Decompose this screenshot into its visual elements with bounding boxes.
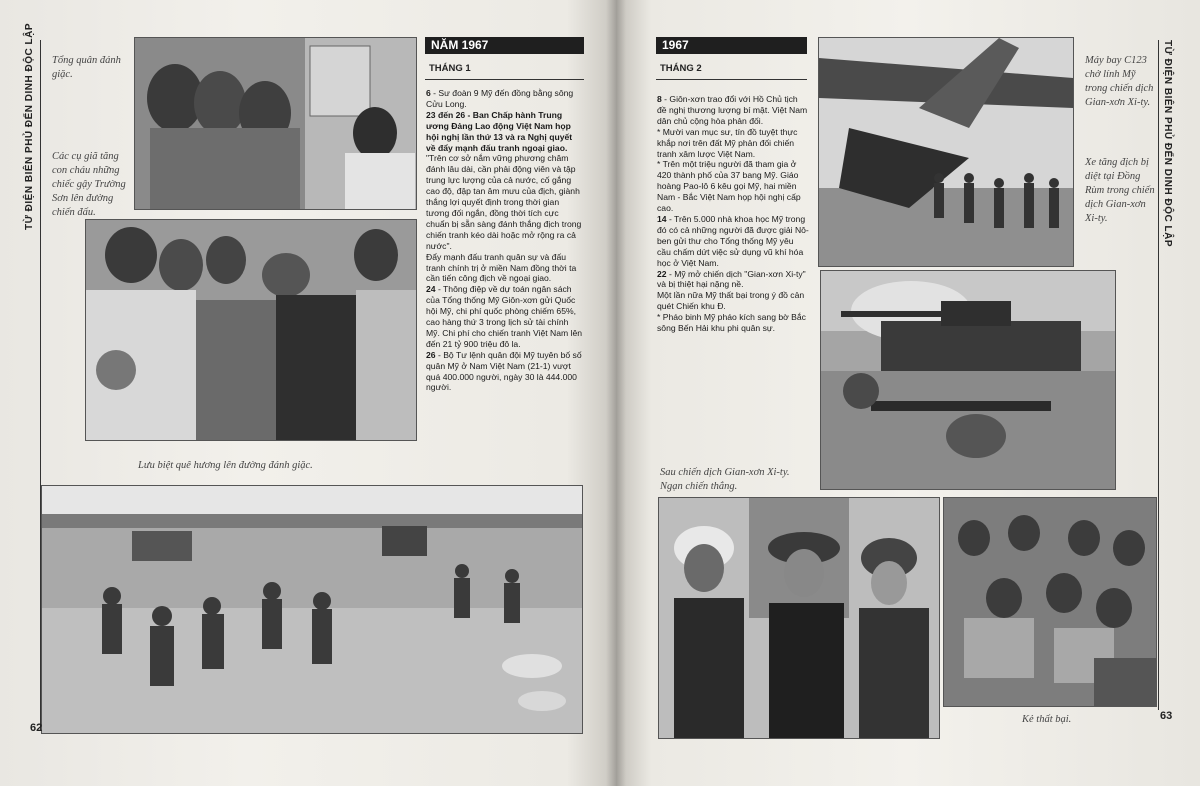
caption-top-right: Máy bay C123 chở lính Mỹ trong chiến dịch Gian-xơn Xi-ty. xyxy=(1085,55,1154,108)
entry: 6 - Sư đoàn 9 Mỹ đến đồng bằng sông Cửu Long. xyxy=(426,88,574,109)
photo-field-march xyxy=(41,485,583,734)
photo-c123-aircraft xyxy=(818,37,1074,267)
year-header-left: NĂM 1967 xyxy=(425,37,584,54)
book-gutter xyxy=(606,0,626,786)
caption-middle-left: Các cụ giã tăng con cháu những chiếc gậy Trường Sơn lên đường chiến đấu. xyxy=(52,151,126,218)
photo-destroyed-tank xyxy=(820,270,1116,490)
entry: * Mười van mục sư, tín đồ tuyệt thực khắp nơi trên đất Mỹ phản đối chiến tranh xâm lược Việt Nam. xyxy=(657,126,798,159)
photo-soldiers-portrait xyxy=(134,37,417,210)
entry: 24 - Thông điệp về dự toán ngân sách của Tổng thống Mỹ Giôn-xơn gửi Quốc hội Mỹ, chi phí quốc phòng chiếm 65%, cao hàng thứ 3 trong lịch sử tài chính Mỹ. Chi phí cho chiến tranh Việt Nam lên đến 21 tỷ 900 triệu đô la. xyxy=(426,284,583,349)
entries-right xyxy=(657,94,809,334)
caption-bottom-right-left: Sau chiến dịch Gian-xơn Xi-ty. Ngạn chiến thắng. xyxy=(660,467,790,492)
entries-left xyxy=(426,88,584,393)
page-number-right: 63 xyxy=(1160,710,1173,722)
year-header-right: 1967 xyxy=(656,37,807,54)
entry: 14 - Trên 5.000 nhà khoa học Mỹ trong đó có cả những người đã được giải Nô-ben gửi thư cho Tổng thống Mỹ yêu cầu chấm dứt việc sử dụng vũ khí hóa học ở Việt Nam. xyxy=(657,213,809,268)
month-label-left: THÁNG 1 xyxy=(425,60,584,80)
caption-bottom-left: Lưu biệt quê hương lên đường đánh giặc. xyxy=(138,460,313,471)
running-title-right: TỪ ĐIỆN BIÊN PHỦ ĐẾN DINH ĐỘC LẬP xyxy=(1162,40,1173,248)
caption-top-left: Tổng quân đánh giặc. xyxy=(52,55,121,80)
page-number-left: 62 xyxy=(30,722,43,734)
entry: 8 - Giôn-xơn trao đổi với Hồ Chủ tịch đề nghị thương lượng bí mật. Việt Nam dân chủ cộng hòa phản đối. xyxy=(657,94,808,126)
entry: Đẩy mạnh đấu tranh quân sự và đấu tranh chính trị ở miền Nam đồng thời ta cần tiến công địch về ngoại giao. xyxy=(426,251,577,284)
caption-middle-right: Xe tăng địch bị diệt tại Đồng Rùm trong chiến dịch Gian-xơn Xi-ty. xyxy=(1085,157,1155,224)
entry: * Pháo binh Mỹ pháo kích sang bờ Bắc sông Bến Hải khu phi quân sự. xyxy=(657,312,806,334)
entry: 26 - Bộ Tư lệnh quân đội Mỹ tuyên bố số quân Mỹ ở Nam Việt Nam (21-1) vượt quá 400.000 người, ngày 30 là 444.000 người. xyxy=(426,349,582,393)
entry: 23 đến 26 - Ban Chấp hành Trung ương Đảng Lao động Việt Nam họp hội nghị lần thứ 13 và ra Nghị quyết về đẩy mạnh đấu tranh ngoại giao. "Trên cơ sở nắm vững phương châm đánh lâu dài, cần phải động viên và tập trung lực lượng của cả nước, cố gắng cao độ, đập tan âm mưu của địch, giành thắng lợi quyết định trong thời gian tương đối ngắn, đồng thời tích cực chuẩn bị sẵn sàng đánh thắng địch trong chiến tranh kéo dài hoặc mở rộng ra cả nước". xyxy=(426,109,582,251)
caption-bottom-right: Kẻ thất bại. xyxy=(1022,714,1072,725)
photo-captured-soldiers xyxy=(943,497,1157,707)
photo-victory-women xyxy=(658,497,940,739)
month-label-right: THÁNG 2 xyxy=(656,60,807,80)
photo-youth-departure xyxy=(85,219,417,441)
running-title-left: TỪ ĐIỆN BIÊN PHỦ ĐẾN DINH ĐỘC LẬP xyxy=(24,22,35,230)
margin-rule-right xyxy=(1158,40,1159,710)
entry: * Trên một triệu người đã tham gia ở 420 thành phố của 37 bang Mỹ. Giáo hoàng Pao-lô 6 kêu gọi Mỹ, hai miền Nam - Bắc Việt Nam họp hội nghị cấp cao. xyxy=(657,159,801,214)
entry: 22 - Mỹ mở chiến dịch "Gian-xơn Xi-ty" và bị thiệt hại nặng nề. xyxy=(657,268,806,290)
entry: Một lần nữa Mỹ thất bại trong ý đồ cản quét Chiến khu Đ. xyxy=(657,290,805,312)
